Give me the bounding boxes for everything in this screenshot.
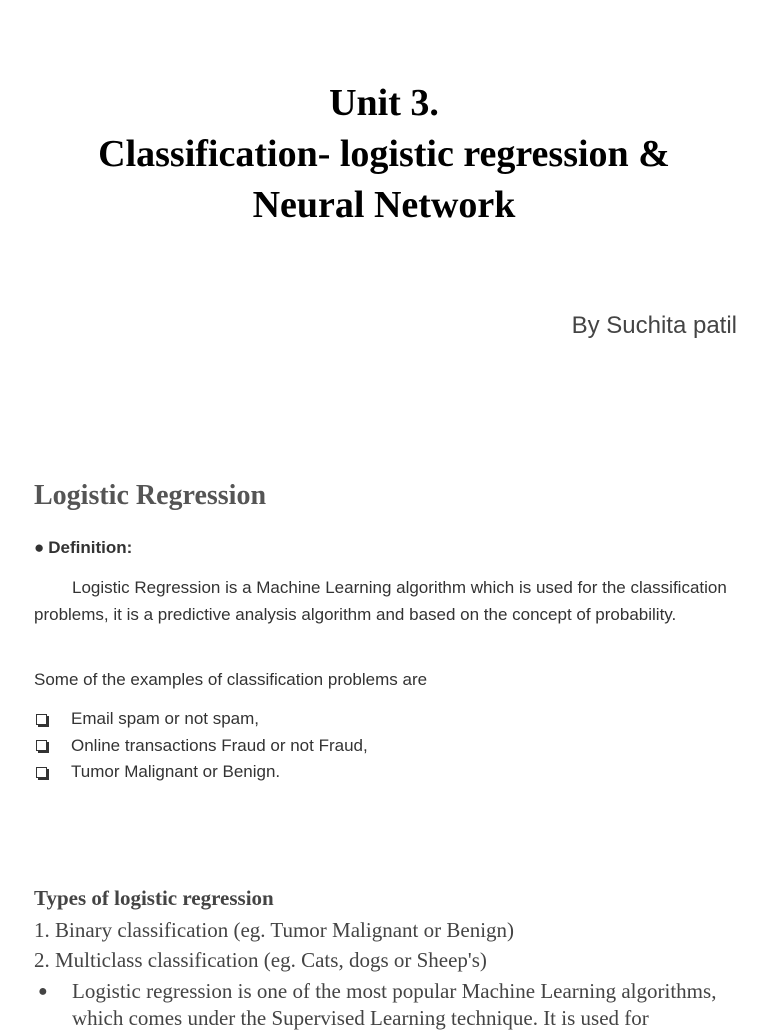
author-byline: By Suchita patil [571, 312, 737, 339]
checkbox-bullet-icon [36, 767, 47, 778]
definition-label-row [34, 538, 132, 558]
types-item: 1. Binary classification (eg. Tumor Malignant or Benign) [34, 918, 515, 942]
title-line-3: Neural Network [252, 184, 516, 226]
list-item-text: Email spam or not spam, [71, 709, 260, 728]
list-item [34, 759, 368, 786]
types-item: 2. Multiclass classification (eg. Cats, dogs or Sheep's) [34, 948, 487, 972]
examples-intro: Some of the examples of classification problems are [34, 670, 428, 689]
section-heading: Logistic Regression [34, 480, 267, 511]
types-heading: Types of logistic regression [34, 886, 274, 910]
document-title [0, 78, 768, 231]
bullet-icon: ● [34, 538, 45, 557]
list-item [34, 706, 368, 733]
list-item [34, 733, 368, 760]
bullet-paragraph-text: Logistic regression is one of the most popular Machine Learning algorithms, which comes under the Supervised Learning technique. It is used for [72, 979, 717, 1030]
title-line-2: Classification- logistic regression & [98, 133, 670, 175]
bullet-icon: ● [38, 983, 48, 1000]
examples-list [34, 706, 368, 786]
checkbox-bullet-icon [36, 740, 47, 751]
checkbox-bullet-icon [36, 714, 47, 725]
definition-label: Definition: [48, 538, 133, 557]
list-item-text: Online transactions Fraud or not Fraud, [71, 735, 368, 755]
list-item-text: Tumor Malignant or Benign. [71, 762, 281, 781]
definition-paragraph: Logistic Regression is a Machine Learning algorithm which is used for the classification problems, it is a predictive analysis algorithm and based on the concept of probability. [34, 578, 727, 624]
title-line-1: Unit 3. [329, 82, 439, 124]
